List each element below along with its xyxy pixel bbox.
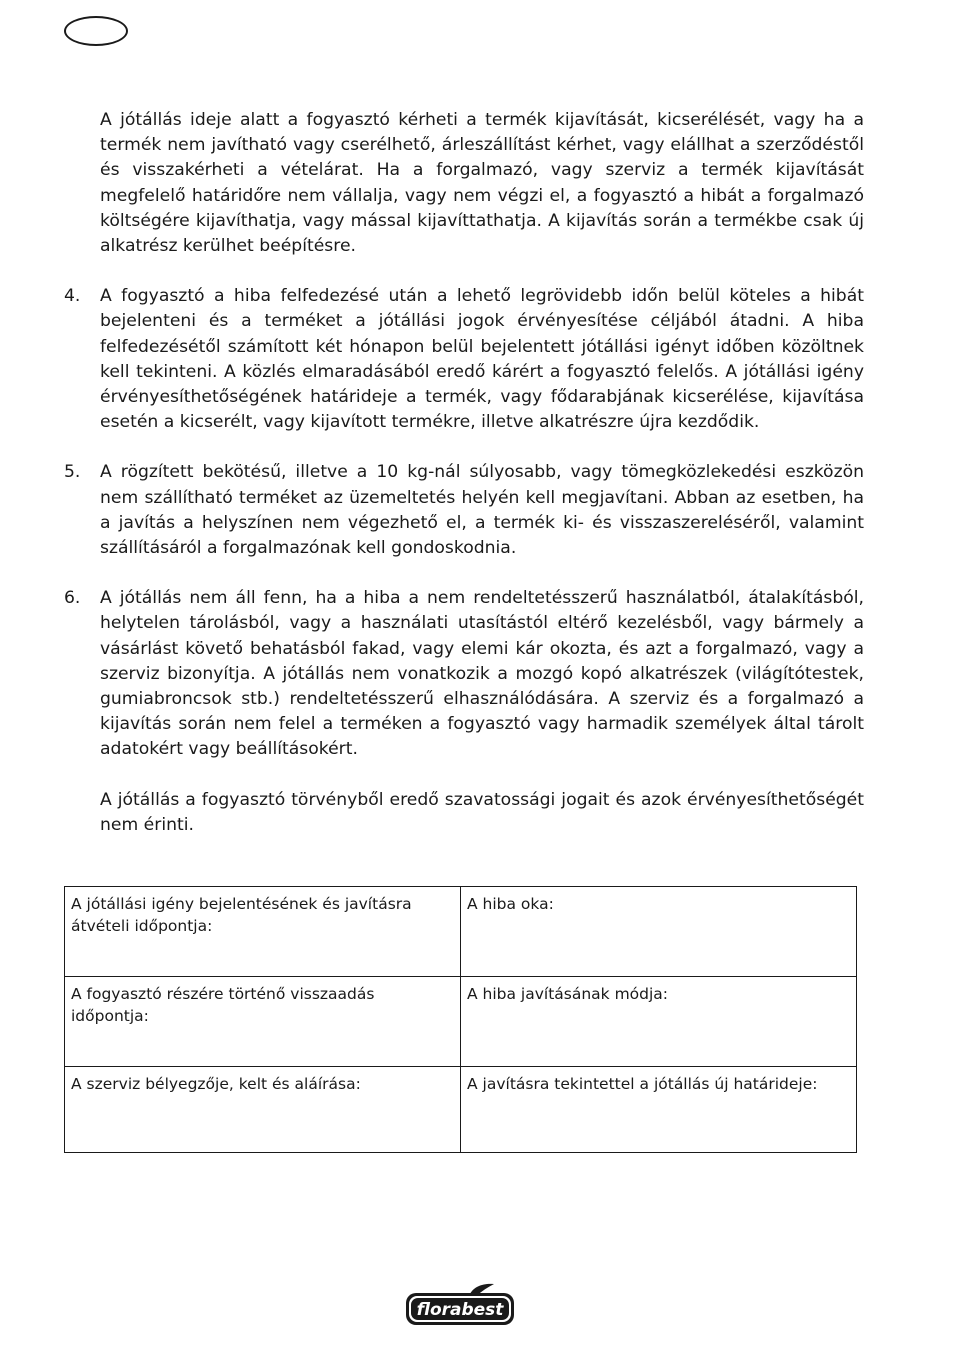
paragraph-closing: [64, 788, 864, 838]
warranty-service-form: [64, 886, 857, 1153]
paragraph-number: 4.: [64, 286, 81, 307]
form-field-service-stamp[interactable]: A szerviz bélyegzője, kelt és aláírása:: [65, 1067, 461, 1153]
paragraph-5: [64, 460, 864, 561]
language-badge: [64, 16, 128, 46]
paragraph-text: A rögzített bekötésű, illetve a 10 kg-nál súlyosabb, vagy tömegközlekedési eszközön nem szállítható terméket az üzemeltetés helyén kell megjavítani. Abban az esetben, ha a javítás a helyszínen nem végezhető el, a termék ki- és visszaszereléséről, valamint szállításáról a forgalmazónak kell gondoskodnia.: [100, 462, 864, 559]
form-field-new-deadline[interactable]: A javításra tekintettel a jótállás új határideje:: [461, 1067, 857, 1153]
paragraph-6: [64, 586, 864, 762]
paragraph-text: A jótállás nem áll fenn, ha a hiba a nem rendeltetésszerű használatból, átalakításból, helytelen tárolásból, vagy a használati utasítástól eltérő kezelésből, vagy bármely a vásárlást követő behatásból fakad, vagy elemi kár okozta, és azt a forgalmazó, vagy a szerviz bizonyítja. A jótállás nem vonatkozik a mozgó kopó alkatrészek (világítótestek, gumiabroncsok stb.) rendeltetésszerű elhasználódására. A szerviz és a forgalmazó a kijavítás során nem felel a terméken a fogyasztó vagy harmadik személyek által tárolt adatokért vagy beállításokért.: [100, 588, 864, 760]
form-row: [65, 977, 857, 1067]
florabest-logo-graphic: [404, 1282, 516, 1328]
form-field-return-date[interactable]: A fogyasztó részére történő visszaadás időpontja:: [65, 977, 461, 1067]
paragraph-text: A jótállás a fogyasztó törvényből eredő szavatossági jogait és azok érvényesíthetőségét nem érinti.: [100, 789, 864, 835]
form-field-report-date[interactable]: A jótállási igény bejelentésének és javításra átvételi időpontja:: [65, 887, 461, 977]
paragraph-4: [64, 284, 864, 435]
form-row: [65, 1067, 857, 1153]
florabest-logo: [404, 1282, 516, 1328]
paragraph-intro: [64, 108, 864, 259]
form-field-fault-cause[interactable]: A hiba oka:: [461, 887, 857, 977]
paragraph-text: A jótállás ideje alatt a fogyasztó kérheti a termék kijavítását, kicserélését, vagy ha a termék nem javítható vagy cserélhető, árleszállítást kérhet, vagy elállhat a szerződéstől és visszakérheti a vételárat. Ha a forgalmazó, vagy szerviz a termék kijavítását megfelelő határidőre nem vállalja, vagy nem végzi el, a fogyasztó a hibát a forgalmazó költségére kijavíthatja, vagy mással kijavíttathatja. A kijavítás során a termékbe csak új alkatrész kerülhet beépítésre.: [100, 110, 864, 257]
paragraph-number: 5.: [64, 462, 81, 483]
logo-text: florabest: [416, 1300, 504, 1320]
paragraph-number: 6.: [64, 588, 81, 609]
form-field-repair-method[interactable]: A hiba javításának módja:: [461, 977, 857, 1067]
paragraph-text: A fogyasztó a hiba felfedezésé után a lehető legrövidebb időn belül köteles a hibát bejelenteni és a terméket a jótállási jogok érvényesítése céljából átadni. A hiba felfedezésétől számított két hónapon belül bejelentett jótállási igényt időben közöltnek kell tekinteni. A közlés elmaradásából eredő kárért a fogyasztó felelős. A jótállási igény érvényesíthetőségének határideje a termék, vagy fődarabjának kicserélése, kijavítása esetén a kicserélt, vagy kijavított termékre, illetve alkatrészre újra kezdődik.: [100, 286, 864, 433]
warranty-text: [64, 108, 864, 863]
form-row: [65, 887, 857, 977]
